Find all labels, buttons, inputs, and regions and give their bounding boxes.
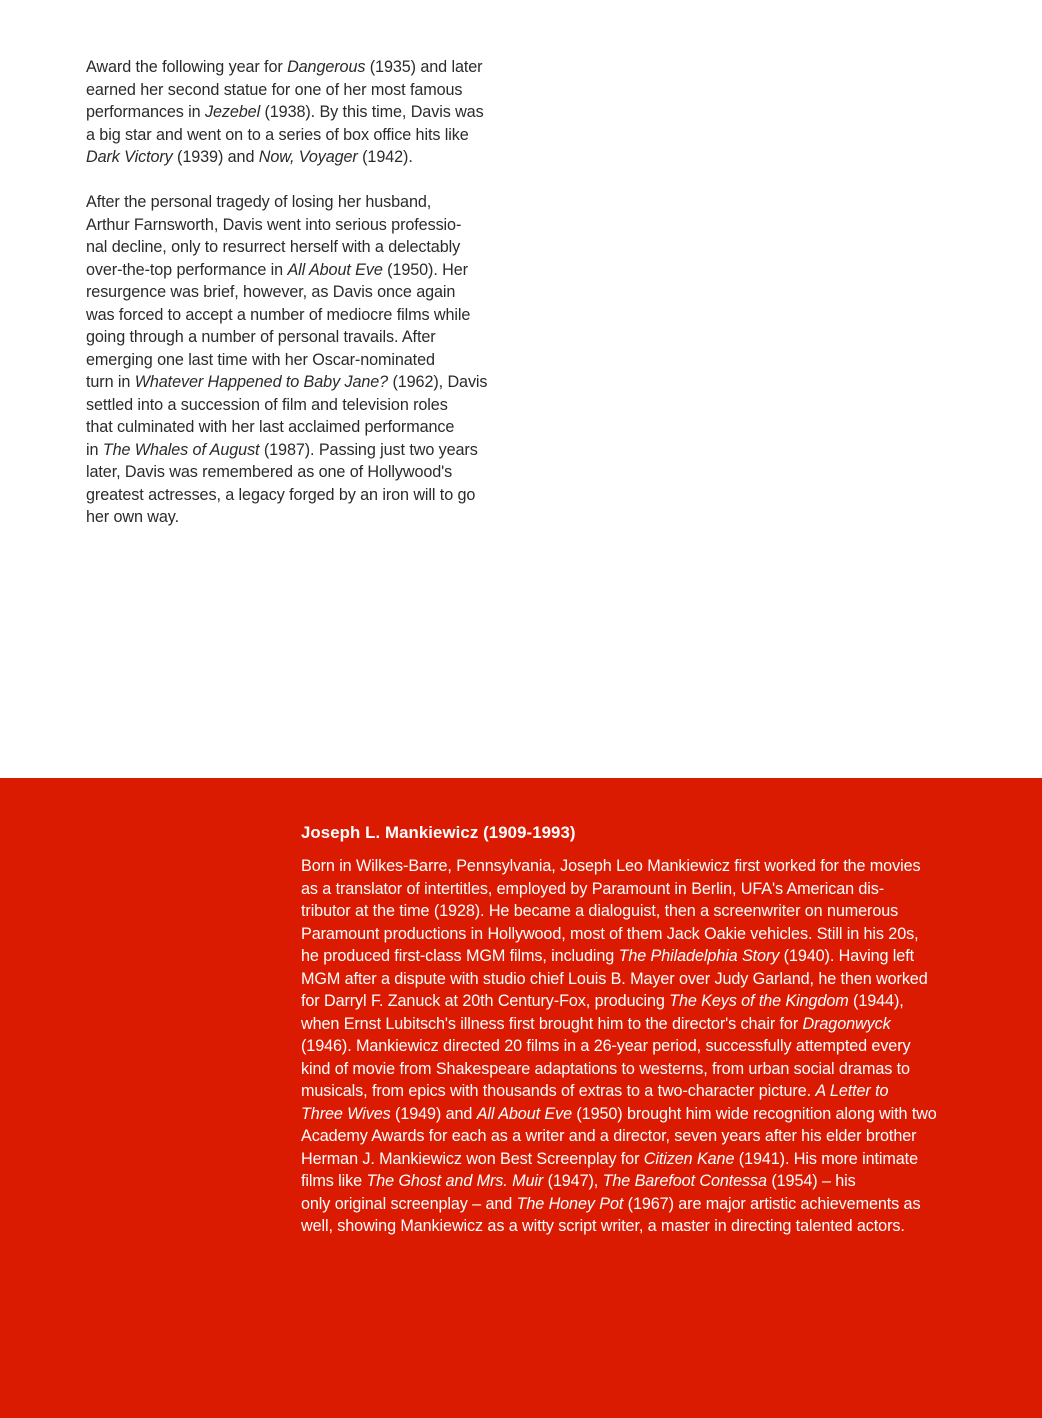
- text-run: tributor at the time (1928). He became a dialoguist, then a screenwriter on numerous: [301, 902, 899, 920]
- film-title: The Philadelphia Story: [618, 947, 780, 965]
- text-line: [86, 124, 518, 147]
- text-run: only original screenplay – and: [301, 1194, 517, 1213]
- text-run: kind of movie from Shakespeare adaptations to westerns, from urban social dramas to: [301, 1059, 910, 1078]
- text-line: [301, 878, 991, 901]
- text-line: [86, 371, 518, 394]
- text-line: [301, 1035, 991, 1058]
- text-run: MGM after a dispute with studio chief Louis B. Mayer over Judy Garland, he then worked: [301, 969, 928, 988]
- text-run: well, showing Mankiewicz as a witty script writer, a master in directing talented actors.: [301, 1217, 905, 1235]
- text-line: [86, 484, 518, 507]
- text-line: [301, 1215, 991, 1238]
- text-run: earned her second statue for one of her most famous: [86, 80, 463, 99]
- text-run: (1944),: [848, 992, 904, 1010]
- film-title: The Honey Pot: [516, 1194, 624, 1213]
- film-title: Three Wives: [301, 1104, 391, 1123]
- text-line: [86, 461, 518, 484]
- text-run: nal decline, only to resurrect herself with a delectably: [86, 238, 461, 256]
- text-line: [301, 923, 991, 946]
- text-run: for Darryl F. Zanuck at 20th Century-Fox, producing: [301, 992, 670, 1010]
- mankiewicz-bio: [301, 822, 991, 1238]
- text-run: (1950) brought him wide recognition along with two: [571, 1104, 937, 1123]
- text-run: settled into a succession of film and television roles: [86, 395, 448, 414]
- text-line: [86, 281, 518, 304]
- film-title: A Letter to: [815, 1082, 889, 1100]
- text-line: [301, 1013, 991, 1036]
- text-line: [301, 1080, 991, 1103]
- text-run: that culminated with her last acclaimed performance: [86, 418, 455, 436]
- text-line: [301, 1170, 991, 1193]
- film-title: Dangerous: [287, 58, 366, 76]
- text-run: he produced first-class MGM films, including: [301, 947, 619, 965]
- text-line: [301, 1125, 991, 1148]
- mankiewicz-heading: Joseph L. Mankiewicz (1909-1993): [301, 823, 576, 842]
- text-run: a big star and went on to a series of box office hits like: [86, 125, 469, 144]
- text-run: over-the-top performance in: [86, 260, 288, 279]
- text-run: emerging one last time with her Oscar-nominated: [86, 350, 435, 369]
- text-line: [86, 101, 518, 124]
- text-line: [86, 56, 518, 79]
- davis-paragraph-1: [86, 56, 518, 169]
- text-run: (1947),: [543, 1172, 603, 1190]
- text-run: greatest actresses, a legacy forged by an iron will to go: [86, 485, 476, 504]
- text-line: [301, 1103, 991, 1126]
- text-run: (1941). His more intimate: [734, 1149, 918, 1168]
- text-run: (1942).: [357, 148, 413, 166]
- text-run: in: [86, 440, 103, 459]
- text-line: [86, 214, 518, 237]
- film-title: All About Eve: [287, 260, 383, 279]
- text-run: Paramount productions in Hollywood, most of them Jack Oakie vehicles. Still in his 20s,: [301, 924, 919, 943]
- film-title: Whatever Happened to Baby Jane?: [134, 373, 389, 391]
- text-run: musicals, from epics with thousands of extras to a two-character picture.: [301, 1082, 816, 1100]
- text-run: (1935) and later: [365, 58, 483, 76]
- text-run: (1940). Having left: [779, 947, 914, 965]
- text-line: [86, 349, 518, 372]
- text-line: [301, 855, 991, 878]
- text-line: [301, 990, 991, 1013]
- text-run: performances in: [86, 103, 205, 121]
- text-run: when Ernst Lubitsch's illness first brought him to the director's chair for: [301, 1014, 803, 1033]
- text-line: [301, 945, 991, 968]
- film-title: Now, Voyager: [258, 148, 358, 166]
- text-line: [301, 900, 991, 923]
- text-line: [86, 146, 518, 169]
- text-line: [86, 394, 518, 417]
- text-run: (1946). Mankiewicz directed 20 films in a 26-year period, successfully attempted every: [301, 1037, 911, 1055]
- mankiewicz-section: [0, 778, 1042, 1418]
- text-line: [86, 326, 518, 349]
- text-run: (1949) and: [390, 1104, 477, 1123]
- film-title: The Keys of the Kingdom: [669, 992, 849, 1010]
- text-run: (1967) are major artistic achievements as: [623, 1194, 921, 1213]
- text-run: Arthur Farnsworth, Davis went into serious professio-: [86, 215, 462, 234]
- text-line: [301, 968, 991, 991]
- text-run: Award the following year for: [86, 58, 288, 76]
- text-run: resurgence was brief, however, as Davis once again: [86, 283, 456, 301]
- text-line: [86, 236, 518, 259]
- davis-bio-column: [86, 56, 518, 551]
- film-title: The Barefoot Contessa: [602, 1172, 767, 1190]
- text-line: [86, 259, 518, 282]
- text-line: [301, 1148, 991, 1171]
- text-line: [301, 1058, 991, 1081]
- film-title: All About Eve: [476, 1104, 572, 1123]
- film-title: Jezebel: [204, 103, 261, 121]
- text-run: going through a number of personal travails. After: [86, 328, 436, 346]
- text-line: [86, 416, 518, 439]
- text-run: (1962), Davis: [388, 373, 488, 391]
- text-run: as a translator of intertitles, employed by Paramount in Berlin, UFA's American dis-: [301, 879, 885, 898]
- text-run: was forced to accept a number of mediocre films while: [86, 305, 471, 324]
- text-run: (1939) and: [172, 148, 259, 166]
- text-line: [86, 304, 518, 327]
- text-run: After the personal tragedy of losing her husband,: [86, 193, 432, 211]
- film-title: Dark Victory: [86, 148, 173, 166]
- text-run: Herman J. Mankiewicz won Best Screenplay for: [301, 1149, 644, 1168]
- film-title: Dragonwyck: [802, 1014, 891, 1033]
- text-run: her own way.: [86, 508, 179, 526]
- text-run: (1950). Her: [382, 260, 468, 279]
- davis-paragraph-2: [86, 191, 518, 529]
- text-run: turn in: [86, 373, 135, 391]
- film-title: Citizen Kane: [643, 1149, 735, 1168]
- text-line: [86, 79, 518, 102]
- text-line: [86, 439, 518, 462]
- film-title: The Whales of August: [102, 440, 260, 459]
- film-title: The Ghost and Mrs. Muir: [366, 1172, 544, 1190]
- text-run: Born in Wilkes-Barre, Pennsylvania, Joseph Leo Mankiewicz first worked for the movies: [301, 857, 921, 875]
- text-run: Academy Awards for each as a writer and a director, seven years after his elder brother: [301, 1127, 917, 1145]
- mankiewicz-paragraph: [301, 855, 991, 1238]
- text-run: (1954) – his: [766, 1172, 856, 1190]
- text-line: [86, 506, 518, 529]
- text-run: (1938). By this time, Davis was: [260, 103, 484, 121]
- text-run: later, Davis was remembered as one of Hollywood's: [86, 463, 453, 481]
- text-run: (1987). Passing just two years: [259, 440, 478, 459]
- text-run: films like: [301, 1172, 367, 1190]
- text-line: [301, 1193, 991, 1216]
- text-line: [86, 191, 518, 214]
